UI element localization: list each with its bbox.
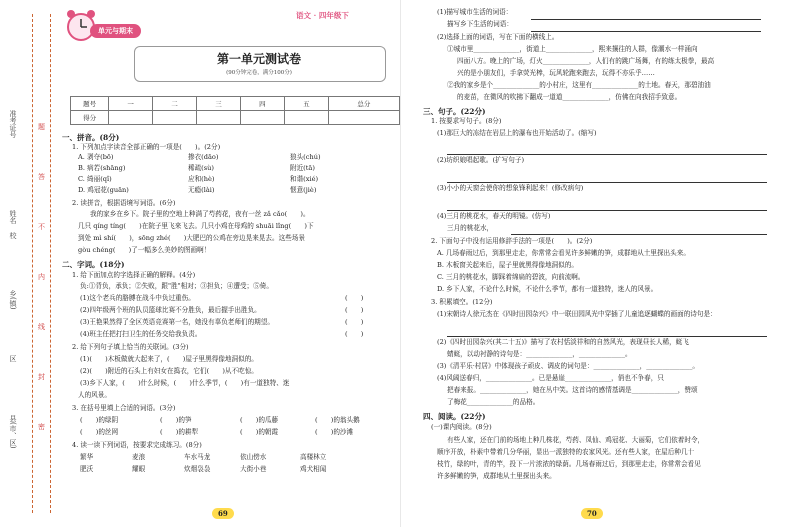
right-page bbox=[400, 0, 793, 527]
list-item: 人的风景。 bbox=[78, 391, 111, 399]
list-item: 蜻蜓，以动衬静的诗句是：______________，______________。 bbox=[447, 350, 632, 358]
word-item: 肥沃 bbox=[80, 465, 94, 473]
option-text: D. 乡下人家，不论什么时候，不论什么季节，都有一道独特，迷人的风景。 bbox=[437, 285, 658, 293]
binding-label: 区 bbox=[9, 355, 17, 362]
word-item: 耀眼 bbox=[132, 465, 146, 473]
section-heading: 一、拼音。(8分) bbox=[62, 133, 120, 142]
subject-label: 语文 · 四年级下 bbox=[296, 11, 349, 20]
word-item: 大街小巷 bbox=[240, 465, 267, 473]
answer-paren[interactable]: ( ) bbox=[345, 294, 364, 302]
list-item: (2)四年级两个班的队员篮球比赛不分胜负，最后握手出胜负。 bbox=[80, 306, 261, 314]
passage-line: 四面八方。晚上的广场，灯火______________，人们有的跳广场舞，有的练太极拳，最高 bbox=[457, 57, 715, 65]
table-row bbox=[71, 111, 400, 125]
score-input[interactable] bbox=[284, 111, 328, 125]
table-cell: 题号 bbox=[71, 97, 109, 111]
word-item: 炊烟袅袅 bbox=[184, 465, 211, 473]
table-cell: 总分 bbox=[328, 97, 399, 111]
page-number: 69 bbox=[212, 508, 234, 519]
score-table bbox=[70, 96, 400, 125]
table-cell: 五 bbox=[284, 97, 328, 111]
table-cell: 二 bbox=[153, 97, 197, 111]
binding-mark: 内 bbox=[38, 273, 45, 281]
word-item: 繁华 bbox=[80, 453, 94, 461]
binding-mark: 封 bbox=[38, 373, 45, 381]
list-item: (1)宋朝诗人徐元杰在《四时田园杂兴》中一联田园风光中穿插了儿童追逐蝴蝶的画面的诗句是： bbox=[437, 310, 717, 318]
option-text: 惬意(jiè) bbox=[290, 186, 317, 194]
table-cell: 四 bbox=[240, 97, 284, 111]
passage-line: ②我的家乡是个______________的小村庄，这里有______________的土地。春天，那碧油油 bbox=[447, 81, 711, 89]
list-item: (1)那巨大的冻结在岩层上的瀑布也开始活动了。(缩写) bbox=[437, 129, 597, 137]
passage-line: 的麦苗，在微风的吹拂下翻成一道道______________，仿佛在向我招手致意。 bbox=[457, 93, 682, 101]
option-text: 掺衣(dāo) bbox=[188, 153, 219, 161]
binding-label: 校 bbox=[9, 232, 17, 239]
fill-item: ( )的朝霞 bbox=[240, 428, 279, 436]
binding-mark: 答 bbox=[38, 173, 45, 181]
list-item: (3)小小的天窗会使你的想象锋利起来！(修改病句) bbox=[437, 184, 584, 192]
exam-header bbox=[64, 6, 394, 82]
table-row bbox=[71, 97, 400, 111]
passage-line: gòu chéng( )了一幅多么美妙的图画啊！ bbox=[78, 246, 211, 254]
binding-label: 乡(镇) bbox=[9, 290, 17, 310]
list-item: (4)风阔送春归，______________。已是悬崖______________，俏也不争春，只 bbox=[437, 374, 664, 382]
list-item: (3)乡下人家，( )什么时候，( )什么季节，( )有一道独特、迷 bbox=[80, 379, 290, 387]
answer-paren[interactable]: ( ) bbox=[345, 306, 364, 314]
option-text: 狼头(chú) bbox=[290, 153, 321, 161]
fill-item: ( )的丝网 bbox=[80, 428, 119, 436]
list-item: 三月的桃花水， bbox=[447, 224, 494, 232]
word-item: 依山傍水 bbox=[240, 453, 267, 461]
fill-item: ( )的笋 bbox=[160, 416, 192, 424]
list-item: (2)坊织娘唱起歌。(扩写句子) bbox=[437, 156, 525, 164]
reading-line: 枝竹，绿的叶，青的竿，投下一片浓浓的绿荫。几场春雨过后，到那里走走，你常常会看见 bbox=[437, 460, 701, 468]
option-text: 附近(tā) bbox=[290, 164, 315, 172]
page-title: 第一单元测试卷 bbox=[216, 52, 301, 66]
list-item: 把春来报。______________，她在丛中笑。这首诗的感情基调是______________，赞颂 bbox=[447, 386, 698, 394]
fill-item: ( )的翁头鹅 bbox=[315, 416, 360, 424]
score-input[interactable] bbox=[240, 111, 284, 125]
binding-line-1 bbox=[32, 14, 33, 513]
question-text: 描写乡下生活的词语： bbox=[447, 20, 513, 28]
binding-label: 准考证号 bbox=[9, 110, 17, 138]
option-text: C. 三月的桃花水，脚踩着绵扁的碧波，向前流啊。 bbox=[437, 273, 585, 281]
list-item: (4)三月的桃花水，春天的明镜。(仿写) bbox=[437, 212, 551, 220]
reading-line: 许多鲜嫩的笋，成群地从土里探出头来。 bbox=[437, 472, 556, 480]
option-text: A. 剥夺(bō) bbox=[78, 153, 114, 161]
score-input[interactable] bbox=[153, 111, 197, 125]
section-heading: 三、句子。(22分) bbox=[423, 107, 486, 116]
answer-line[interactable] bbox=[531, 25, 761, 32]
answer-paren[interactable]: ( ) bbox=[345, 318, 364, 326]
fill-item: ( )的耕犁 bbox=[160, 428, 199, 436]
word-item: 麦浪 bbox=[132, 453, 146, 461]
subtitle: (90分钟完卷，满分100分) bbox=[226, 70, 292, 76]
score-input[interactable] bbox=[109, 111, 153, 125]
badge-label: 单元与期末 bbox=[90, 24, 141, 38]
binding-mark: 不 bbox=[38, 223, 45, 231]
binding-mark: 线 bbox=[38, 323, 45, 331]
question-text: (1)描写城市生活的词语： bbox=[437, 8, 513, 16]
table-cell: 得分 bbox=[71, 111, 109, 125]
passage-line: ①城市里______________，街道上______________，熙来攘往的人群，像潮水一样涌向 bbox=[447, 45, 698, 53]
score-input[interactable] bbox=[328, 111, 399, 125]
answer-line[interactable] bbox=[531, 13, 761, 20]
binding-label: 县(市、区) bbox=[9, 415, 17, 449]
binding-margin bbox=[0, 0, 58, 527]
question-text: 2. 给下列句子填上恰当的关联词。(3分) bbox=[72, 343, 189, 351]
passage-line: 几只 qíng tíng( )在院子里飞来飞去。几只小鸡在母鸡的 shuāi lǐng( )下 bbox=[78, 222, 314, 230]
list-item: (1)这个老兵的胳膊在战斗中负过重伤。 bbox=[80, 294, 195, 302]
list-item: (4)班主任把打扫卫生的任务交给我负责。 bbox=[80, 330, 202, 338]
question-text: 2. 下面句子中没有运用修辞手法的一项是( )。(2分) bbox=[431, 237, 593, 245]
definition-text: 负:①背负，承负；②失败，跟"胜"相对；③担负；④遭受；⑤倚。 bbox=[80, 282, 273, 290]
option-text: B. 木板窗关起来后，屋子里就黑得像地洞似的。 bbox=[437, 261, 578, 269]
list-item: 了梅花______________的品格。 bbox=[447, 398, 540, 406]
question-text: (2)选择上面的词语，写在下面的横线上。 bbox=[437, 33, 559, 41]
list-item: (3)王艳果然得了全区英语竞赛第一名，她没有辜负老师们的期望。 bbox=[80, 318, 274, 326]
binding-mark: 密 bbox=[38, 423, 45, 431]
question-text: 1. 按要求写句子。(8分) bbox=[431, 117, 502, 125]
question-text: 3. 在括号里填上合适的词语。(3分) bbox=[72, 404, 176, 412]
passage-line: 我的家乡在乡下。院子里的空地上种满了芍药花，夜有一丝 zǎ cǎo( )。 bbox=[90, 210, 310, 218]
section-heading: 四、阅读。(22分) bbox=[423, 412, 486, 421]
reading-line: 有些人家，还在门前的场地上种几株花，芍药、凤仙、鸡冠花、大丽菊，它们依着时令， bbox=[447, 436, 705, 444]
answer-line[interactable] bbox=[447, 148, 767, 155]
option-text: 和谐(xié) bbox=[290, 175, 319, 183]
subsection-heading: (一)课内阅读。(8分) bbox=[431, 423, 492, 431]
word-item: 车水马龙 bbox=[184, 453, 211, 461]
answer-line[interactable] bbox=[511, 228, 767, 235]
answer-paren[interactable]: ( ) bbox=[345, 330, 364, 338]
option-text: A. 几场春雨过后，到那里走走，你常常会看见许多鲜嫩的笋，成群地从土里探出头来。 bbox=[437, 249, 690, 257]
table-cell: 一 bbox=[109, 97, 153, 111]
option-text: 应和(hè) bbox=[188, 175, 215, 183]
table-cell: 三 bbox=[197, 97, 241, 111]
passage-line: 到处 mì shí( )，sōng zhé( )大肥巴的公鸡在旁边晃来晃去。这些场景 bbox=[78, 234, 305, 242]
section-heading: 二、字词。(18分) bbox=[62, 260, 125, 269]
question-text: 1. 下列加点字读音全部正确的一项是( )。(2分) bbox=[72, 143, 221, 151]
score-input[interactable] bbox=[197, 111, 241, 125]
word-item: 鸡犬相闻 bbox=[300, 465, 327, 473]
page-number: 70 bbox=[581, 508, 603, 519]
list-item: (3)《清平乐·村居》中体现孩子顽皮、调皮的词句是：______________，______________。 bbox=[437, 362, 699, 370]
fill-item: ( )的绿阴 bbox=[80, 416, 119, 424]
option-text: D. 鸡冠花(guān) bbox=[78, 186, 129, 194]
list-item: (2)( )附近的石头上有妇女在捣衣，它们( )从不吃惊。 bbox=[80, 367, 258, 375]
binding-label: 姓名 bbox=[9, 210, 17, 224]
fill-item: ( )的瓜藤 bbox=[240, 416, 279, 424]
option-text: C. 绮丽(qǐ) bbox=[78, 175, 112, 183]
binding-mark: 题 bbox=[38, 123, 45, 131]
reading-line: 顺序开放，朴素中带着几分华丽，显出一派独特的农家风光。还有些人家，在屋后种几十 bbox=[437, 448, 695, 456]
question-text: 3. 积累填空。(12分) bbox=[431, 298, 493, 306]
option-text: B. 病若(shāng) bbox=[78, 164, 126, 172]
answer-line[interactable] bbox=[447, 330, 767, 337]
word-item: 高楼林立 bbox=[300, 453, 327, 461]
answer-line[interactable] bbox=[447, 176, 767, 183]
option-text: 稀疏(sù) bbox=[188, 164, 214, 172]
passage-line: 兴的是小朋友们，手拿荧光棒，玩风轮跑来跑去，玩得不亦乐乎…… bbox=[457, 69, 655, 77]
binding-line-2 bbox=[50, 14, 51, 513]
answer-line[interactable] bbox=[447, 204, 767, 211]
list-item: (1)( )木板做就大起来了，( )屋子里黑得像地洞似的。 bbox=[80, 355, 258, 363]
option-text: 无瘾(lài) bbox=[188, 186, 215, 194]
list-item: (2)《四时田园杂兴(其二十五)》描写了农村恬淡祥和的自然风光，表现昼长人稀，蜓飞 bbox=[437, 338, 689, 346]
fill-item: ( )的沙滩 bbox=[315, 428, 354, 436]
question-text: 1. 给下面加点的字选择正确的解释。(4分) bbox=[72, 271, 196, 279]
question-text: 2. 读拼音，根据语境写词语。(6分) bbox=[72, 199, 176, 207]
question-text: 4. 读一读下列词语，按要求完成练习。(8分) bbox=[72, 441, 202, 449]
